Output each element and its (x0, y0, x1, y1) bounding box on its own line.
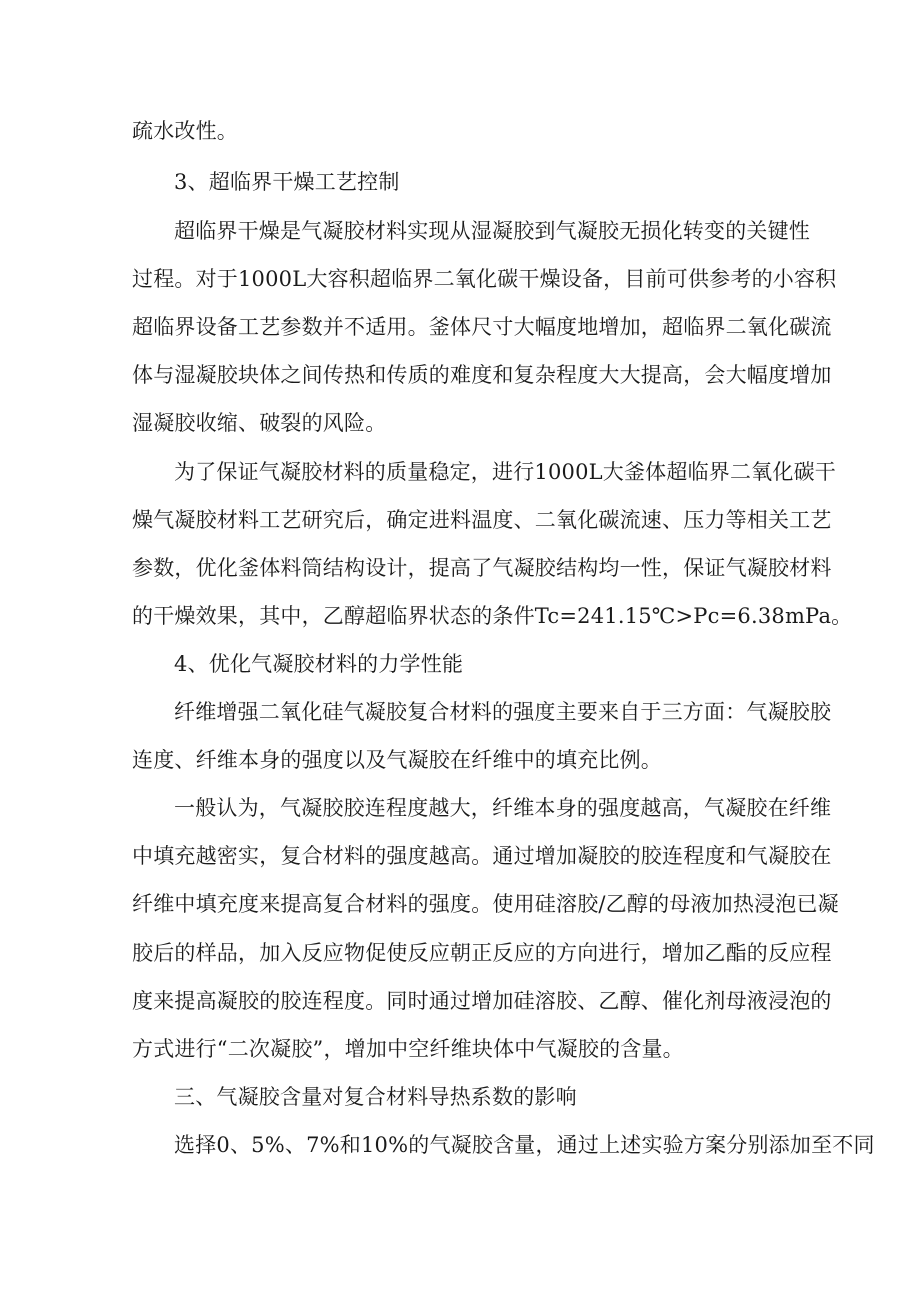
text-line: 超临界干燥是气凝胶材料实现从湿凝胶到气凝胶无损化转变的关键性 (174, 219, 810, 243)
text-line: 胶后的样品，加入反应物促使反应朝正反应的方向进行，增加乙酯的反应程 (132, 941, 832, 965)
text-line: 参数，优化釜体料筒结构设计，提高了气凝胶结构均一性，保证气凝胶材料 (132, 556, 832, 580)
section-heading: 三、气凝胶含量对复合材料导热系数的影响 (174, 1085, 577, 1109)
text-line: 为了保证气凝胶材料的质量稳定，进行1000L大釜体超临界二氧化碳干 (174, 460, 836, 484)
text-line: 过程。对于1000L大容积超临界二氧化碳干燥设备，目前可供参考的小容积 (132, 267, 837, 291)
text-line: 一般认为，气凝胶胶连程度越大，纤维本身的强度越高，气凝胶在纤维 (174, 796, 832, 820)
text-line: 体与湿凝胶块体之间传热和传质的难度和复杂程度大大提高，会大幅度增加 (132, 363, 832, 387)
text-line: 湿凝胶收缩、破裂的风险。 (132, 411, 387, 435)
text-line: 度来提高凝胶的胶连程度。同时通过增加硅溶胶、乙醇、催化剂母液浸泡的 (132, 989, 832, 1013)
text-line: 中填充越密实，复合材料的强度越高。通过增加凝胶的胶连程度和气凝胶在 (132, 844, 832, 868)
text-line: 的干燥效果，其中，乙醇超临界状态的条件Tc=241.15℃>Pc=6.38mPa。 (132, 604, 853, 628)
text-line: 燥气凝胶材料工艺研究后，确定进料温度、二氧化碳流速、压力等相关工艺 (132, 508, 832, 532)
text-line: 选择0、5%、7%和10%的气凝胶含量，通过上述实验方案分别添加至不同 (174, 1133, 875, 1157)
text-line: 方式进行“二次凝胶”，增加中空纤维块体中气凝胶的含量。 (132, 1037, 684, 1061)
text-line: 超临界设备工艺参数并不适用。釜体尺寸大幅度地增加，超临界二氧化碳流 (132, 315, 832, 339)
text-line: 连度、纤维本身的强度以及气凝胶在纤维中的填充比例。 (132, 748, 662, 772)
text-line: 纤维增强二氧化硅气凝胶复合材料的强度主要来自于三方面：气凝胶胶 (174, 700, 832, 724)
text-line: 疏水改性。 (132, 119, 238, 143)
text-line: 纤维中填充度来提高复合材料的强度。使用硅溶胶/乙醇的母液加热浸泡已凝 (132, 892, 839, 916)
section-heading: 4、优化气凝胶材料的力学性能 (174, 652, 464, 676)
section-heading: 3、超临界干燥工艺控制 (174, 170, 400, 194)
